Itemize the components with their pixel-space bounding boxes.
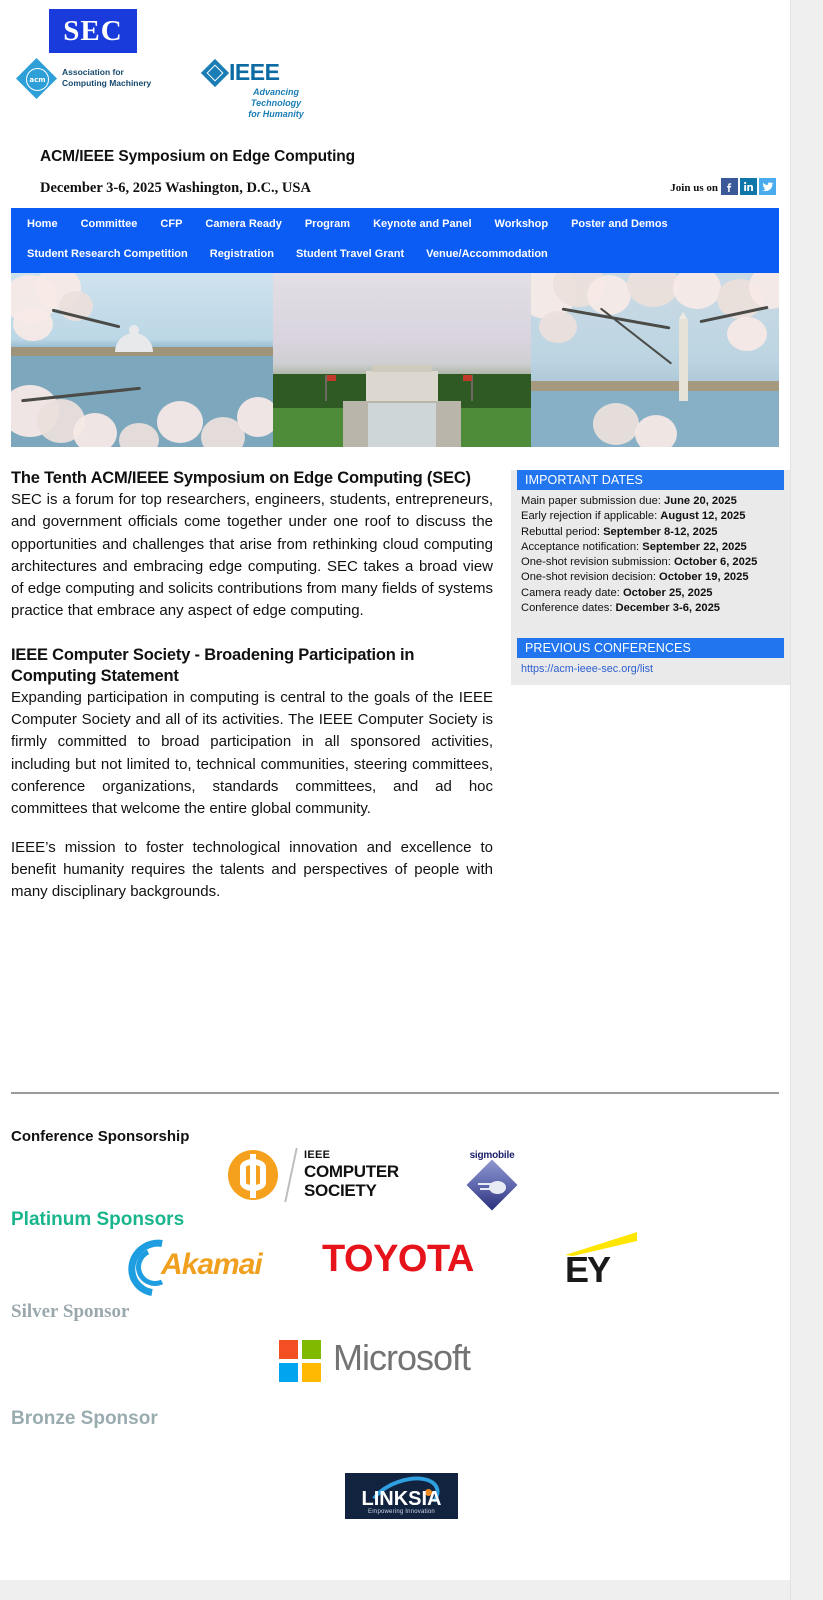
important-date-value: September 22, 2025 bbox=[642, 540, 747, 553]
important-date-row bbox=[521, 601, 782, 616]
akamai-logo bbox=[128, 1238, 263, 1284]
akamai-wordmark: Akamai bbox=[161, 1248, 262, 1281]
linksia-tagline: Empowering Innovation bbox=[368, 1509, 435, 1515]
nav-item-home[interactable]: Home bbox=[27, 218, 58, 230]
important-date-row bbox=[521, 509, 782, 524]
section-paragraph-broadening-2: IEEE’s mission to foster technological innovation and excellence to benefit humanity requires the talents and perspectives of people with many disciplinary backgrounds. bbox=[11, 838, 493, 901]
ieee-diamond-icon bbox=[201, 59, 229, 87]
banner-image-washington-monument bbox=[531, 273, 779, 447]
conference-dates-location: December 3-6, 2025 Washington, D.C., USA bbox=[40, 180, 311, 196]
footer-strip bbox=[0, 1580, 790, 1600]
nav-item-cfp[interactable]: CFP bbox=[160, 218, 183, 230]
nav-item-workshop[interactable]: Workshop bbox=[494, 218, 549, 230]
linksia-logo bbox=[345, 1473, 458, 1519]
banner-image-jefferson-memorial bbox=[11, 273, 273, 447]
sec-logo-text: SEC bbox=[63, 14, 123, 47]
previous-conferences-link[interactable]: https://acm-ieee-sec.org/list bbox=[521, 663, 654, 676]
important-date-value: December 3-6, 2025 bbox=[615, 602, 721, 615]
banner-images bbox=[11, 273, 779, 447]
banner-image-lincoln-memorial bbox=[273, 273, 531, 447]
important-dates-title: IMPORTANT DATES bbox=[517, 470, 784, 490]
tier-label-platinum: Platinum Sponsors bbox=[11, 1209, 185, 1230]
ieee-cs-wordmark bbox=[304, 1149, 399, 1200]
important-date-value: October 19, 2025 bbox=[659, 571, 749, 584]
important-date-label: Conference dates: bbox=[521, 602, 616, 615]
ieee-computer-society-logo bbox=[228, 1148, 413, 1202]
ieee-logo bbox=[203, 59, 323, 119]
ey-wordmark: EY bbox=[565, 1249, 610, 1290]
important-date-value: October 6, 2025 bbox=[673, 556, 758, 569]
facebook-icon[interactable] bbox=[721, 178, 738, 195]
ieee-cs-mark-icon bbox=[228, 1150, 278, 1200]
section-heading-broadening-participation: IEEE Computer Society - Broadening Participation in Computing Statement bbox=[11, 645, 415, 685]
nav-item-student-travel-grant[interactable]: Student Travel Grant bbox=[295, 248, 405, 260]
page-title: ACM/IEEE Symposium on Edge Computing bbox=[40, 148, 356, 165]
important-date-label: One-shot revision decision: bbox=[521, 571, 660, 584]
ieee-tagline-line1: Advancing Technology bbox=[250, 87, 302, 108]
section-paragraph-sec: SEC is a forum for top researchers, engineers, students, entrepreneurs, and government officials come together under one roof to discuss the opportunities and challenges that arise from rethinking cloud computing architectures and embracing edge computing. SEC takes a broad view of edge computing and solicits contributions from many fields of systems practice that embrace any aspect of edge computing. bbox=[11, 491, 493, 620]
acm-logo bbox=[18, 61, 168, 106]
important-date-row bbox=[521, 586, 782, 601]
acm-mark-text: acm bbox=[29, 75, 46, 84]
social-links bbox=[721, 178, 776, 195]
linksia-wordmark: LINKSIA bbox=[361, 1488, 442, 1510]
microsoft-grid-icon bbox=[279, 1340, 321, 1382]
ieee-logo-word: IEEE bbox=[229, 59, 280, 85]
previous-conferences-title: PREVIOUS CONFERENCES bbox=[517, 638, 784, 658]
acm-logo-line2: Computing Machinery bbox=[62, 78, 152, 88]
twitter-icon[interactable] bbox=[759, 178, 776, 195]
toyota-logo: TOYOTA bbox=[322, 1238, 474, 1280]
section-divider bbox=[11, 1092, 779, 1094]
important-dates-list bbox=[511, 490, 790, 624]
important-date-label: Rebuttal period: bbox=[521, 525, 604, 538]
important-date-value: September 8-12, 2025 bbox=[603, 525, 718, 538]
ieee-cs-divider bbox=[284, 1148, 297, 1202]
page-right-gutter bbox=[790, 0, 823, 1600]
acm-logo-text bbox=[62, 67, 151, 89]
ieee-tagline-line2: for Humanity bbox=[248, 109, 304, 119]
acm-ring-icon bbox=[26, 68, 49, 91]
sidebar bbox=[511, 470, 790, 685]
important-date-row bbox=[521, 570, 782, 585]
tier-label-bronze: Bronze Sponsor bbox=[11, 1408, 158, 1429]
sigmobile-bar-2 bbox=[480, 1188, 491, 1190]
nav-item-student-research-competition[interactable]: Student Research Competition bbox=[27, 248, 188, 260]
sponsorship-heading: Conference Sponsorship bbox=[11, 1128, 190, 1145]
important-date-row bbox=[521, 540, 782, 555]
ieee-cs-line1: IEEE bbox=[304, 1149, 331, 1161]
nav-row-primary bbox=[11, 208, 779, 240]
important-date-row bbox=[521, 494, 782, 509]
section-paragraph-broadening-1: Expanding participation in computing is central to the goals of the IEEE Computer Society and all of its activities. The IEEE Computer Society is firmly committed to broad participation in all sponsored activities, including but not limited to, technical communities, steering committees, conference organizations, standards committees, and ad hoc committees that welcome the entire global community. bbox=[11, 688, 493, 818]
content-column bbox=[11, 468, 493, 903]
microsoft-wordmark: Microsoft bbox=[333, 1337, 471, 1378]
nav-item-venue-accommodation[interactable]: Venue/Accommodation bbox=[426, 248, 548, 260]
important-date-row bbox=[521, 555, 782, 570]
nav-item-program[interactable]: Program bbox=[304, 218, 351, 230]
ey-logo bbox=[565, 1232, 637, 1290]
section-heading-sec: The Tenth ACM/IEEE Symposium on Edge Computing (SEC) bbox=[11, 469, 471, 487]
sigmobile-wordmark: sigmobile bbox=[469, 1150, 515, 1161]
join-us-label: Join us on bbox=[670, 182, 718, 194]
nav-item-poster-and-demos[interactable]: Poster and Demos bbox=[571, 218, 668, 230]
sigmobile-bar-1 bbox=[478, 1183, 491, 1185]
important-date-label: Early rejection if applicable: bbox=[521, 510, 661, 523]
sigmobile-logo bbox=[460, 1150, 524, 1206]
ieee-cs-line3: SOCIETY bbox=[304, 1181, 377, 1200]
important-date-label: Camera ready date: bbox=[521, 586, 623, 599]
site-header bbox=[0, 0, 790, 205]
ieee-logo-tagline bbox=[229, 87, 323, 120]
nav-row-secondary bbox=[11, 240, 779, 268]
ieee-cs-line2: COMPUTER bbox=[304, 1162, 399, 1181]
important-date-value: June 20, 2025 bbox=[664, 495, 737, 507]
sec-logo bbox=[49, 9, 137, 53]
microsoft-logo bbox=[279, 1335, 484, 1387]
nav-item-committee[interactable]: Committee bbox=[80, 218, 138, 230]
acm-logo-line1: Association for bbox=[62, 67, 124, 77]
main-navigation bbox=[11, 208, 779, 273]
important-date-label: Main paper submission due: bbox=[521, 495, 665, 507]
important-date-value: October 25, 2025 bbox=[622, 586, 713, 599]
linkedin-icon[interactable] bbox=[740, 178, 757, 195]
tier-label-silver: Silver Sponsor bbox=[11, 1301, 130, 1322]
important-date-value: August 12, 2025 bbox=[660, 510, 746, 523]
nav-item-registration[interactable]: Registration bbox=[209, 248, 274, 260]
nav-item-camera-ready[interactable]: Camera Ready bbox=[205, 218, 282, 230]
important-date-label: Acceptance notification: bbox=[521, 540, 643, 553]
important-date-label: One-shot revision submission: bbox=[521, 556, 674, 569]
important-date-row bbox=[521, 525, 782, 540]
nav-item-keynote-and-panel[interactable]: Keynote and Panel bbox=[373, 218, 472, 230]
sigmobile-ellipse-icon bbox=[489, 1181, 506, 1194]
